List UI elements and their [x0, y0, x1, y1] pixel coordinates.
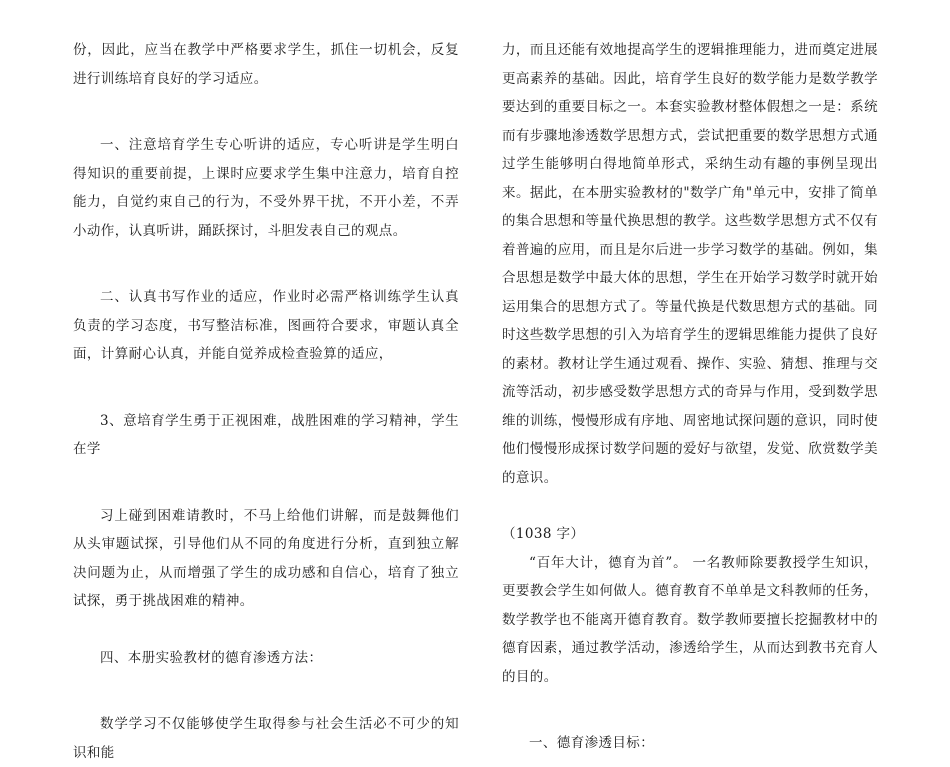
- paragraph-moral-education: “百年大计，德育为首”。 一名教师除要教授学生知识，更要教会学生如何做人。德育教育不单单是文科教师的任务，数学教学也不能离开德育教育。数学教师要擅长挖掘教材中的德育因素，通过教学活动，渗透给学生，从而达到教书充育人的目的。: [502, 554, 878, 685]
- paragraph-difficulty-continuation: 习上碰到困难请教时，不马上给他们讲解，而是鼓舞他们从头审题试探，引导他们从不同的角度进行分析，直到独立解决问题为止，从而增强了学生的成功感和自信心，培育了独立试探，勇于挑战困难的精神。: [73, 507, 459, 609]
- paragraph-listening-habit: 一、注意培育学生专心听讲的适应，专心听讲是学生明白得知识的重要前提，上课时应要求学生集中注意力，培育自控能力，自觉约束自己的行为，不受外界干扰，不开小差，不弄小动作，认真听讲，踊跃探讨，斗胆发表自己的观点。: [73, 137, 459, 239]
- paragraph-intro-continuation: 份，因此，应当在教学中严格要求学生，抓住一切机会，反复进行训练培育良好的学习适应。: [73, 42, 459, 87]
- paragraph-homework-habit: 二、认真书写作业的适应，作业时必需严格训练学生认真负责的学习态度，书写整洁标准，图画符合要求，审题认真全面，计算耐心认真，并能自觉养成检查验算的适应，: [73, 289, 459, 362]
- right-column: [502, 36, 878, 758]
- paragraph-math-thinking: 力，而且还能有效地提高学生的逻辑推理能力，进而奠定进展更高素养的基础。因此，培育学生良好的数学能力是数学教学要达到的重要目标之一。本套实验教材整体假想之一是：系统而有步骤地渗透数学思想方式，尝试把重要的数学思想方式通过学生能够明白得地简单形式，采纳生动有趣的事例呈现出来。据此，在本册实验教材的"数学广角"单元中，安排了简单的集合思想和等量代换思想的教学。这些数学思想方式不仅有着普遍的应用，而且是尔后进一步学习数学的基础。例如，集合思想是数学中最大体的思想，学生在开始学习数学时就开始运用集合的思想方式了。等量代换是代数思想方式的基础。同时这些数学思想的引入为培育学生的逻辑思维能力提供了良好的素材。教材让学生通过观看、操作、实验、猜想、推理与交流等活动，初步感受数学思想方式的奇异与作用，受到数学思维的训练，慢慢形成有序地、周密地试探问题的意识，同时使他们慢慢形成探讨数学问题的爱好与欲望，发觉、欣赏数学美的意识。: [502, 42, 878, 486]
- section-heading-moral-goals: 一、德育渗透目标：: [529, 735, 655, 751]
- word-count: （1038 字）: [502, 526, 585, 542]
- paragraph-difficulty-spirit: 3、意培育学生勇于正视困难，战胜困难的学习精神，学生在学: [73, 412, 459, 457]
- paragraph-math-learning: 数学学习不仅能够使学生取得参与社会生活必不可少的知识和能: [73, 716, 459, 761]
- section-heading-moral-methods: 四、本册实验教材的德育渗透方法：: [100, 649, 323, 666]
- left-column: [73, 36, 459, 767]
